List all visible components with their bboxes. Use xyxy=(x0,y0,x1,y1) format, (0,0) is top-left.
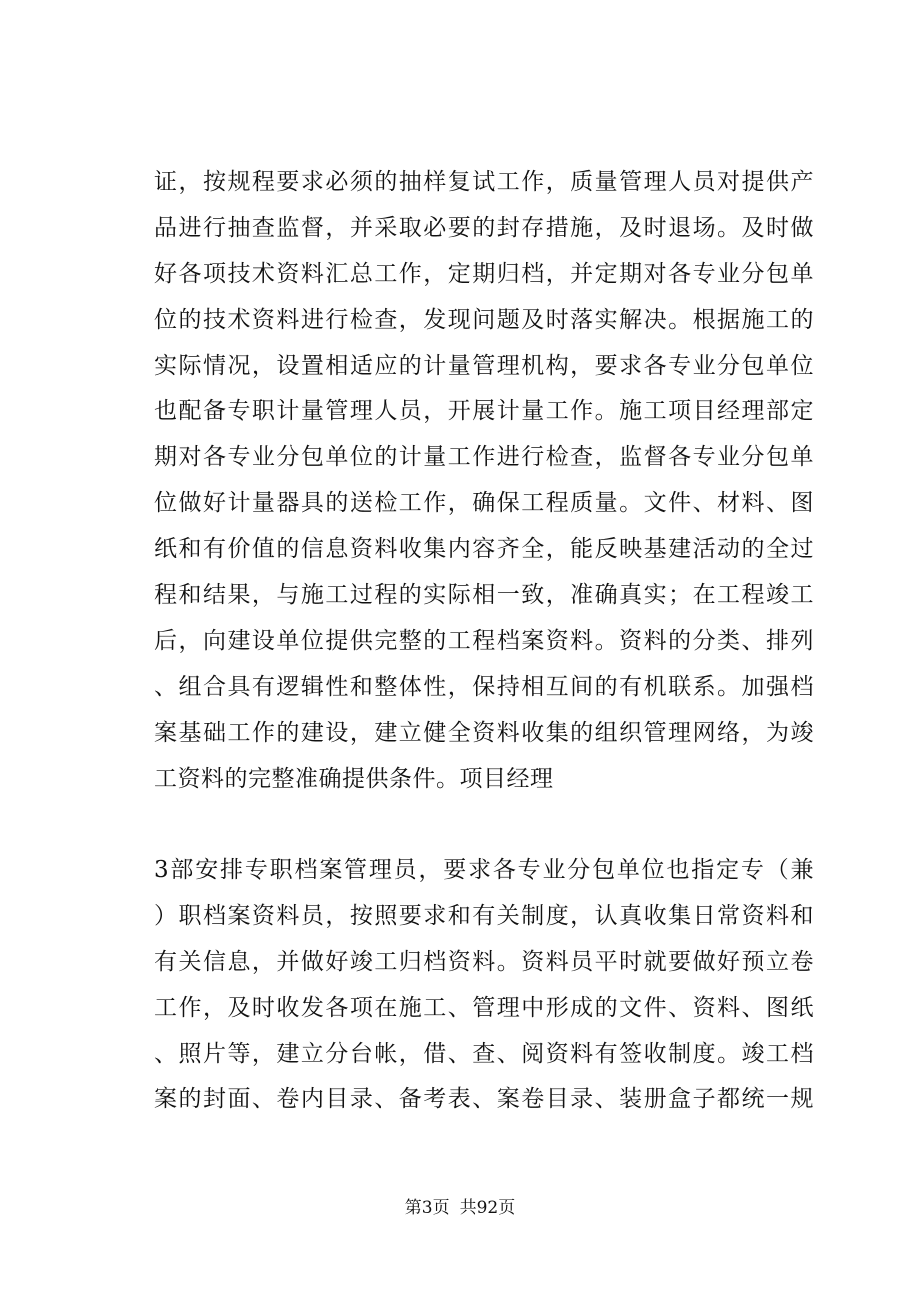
text-line: 工资料的完整准确提供条件。项目经理 xyxy=(154,765,554,792)
text-line: 期对各专业分包单位的计量工作进行检查，监督各专业分包单 xyxy=(154,444,814,471)
text-line: 纸和有价值的信息资料收集内容齐全，能反映基建活动的全过 xyxy=(154,536,814,563)
text-line: 有关信息，并做好竣工归档资料。资料员平时就要做好预立卷 xyxy=(154,948,814,975)
paragraph-2 xyxy=(154,848,814,1123)
text-line: 工作，及时收发各项在施工、管理中形成的文件、资料、图纸 xyxy=(154,994,814,1021)
text-line: 、照片等，建立分台帐，借、查、阅资料有签收制度。竣工档 xyxy=(154,1040,814,1067)
paragraph-1 xyxy=(154,160,814,802)
text-line: ）职档案资料员，按照要求和有关制度，认真收集日常资料和 xyxy=(154,902,814,929)
text-line: 3部安排专职档案管理员，要求各专业分包单位也指定专（兼 xyxy=(154,857,814,883)
text-line: 后，向建设单位提供完整的工程档案资料。资料的分类、排列 xyxy=(154,627,814,654)
text-line: 品进行抽查监督，并采取必要的封存措施，及时退场。及时做 xyxy=(154,214,814,241)
text-line: 案基础工作的建设，建立健全资料收集的组织管理网络，为竣 xyxy=(154,719,814,746)
text-line: 证，按规程要求必须的抽样复试工作，质量管理人员对提供产 xyxy=(154,169,814,195)
text-line: 好各项技术资料汇总工作，定期归档，并定期对各专业分包单 xyxy=(154,260,814,287)
text-line: 实际情况，设置相适应的计量管理机构，要求各专业分包单位 xyxy=(154,352,814,379)
text-line: 位的技术资料进行检查，发现问题及时落实解决。根据施工的 xyxy=(154,306,814,333)
text-line: 程和结果，与施工过程的实际相一致，准确真实；在工程竣工 xyxy=(154,582,814,609)
page-number: 第3页 xyxy=(404,1198,450,1218)
text-line: 也配备专职计量管理人员，开展计量工作。施工项目经理部定 xyxy=(154,398,814,425)
text-line: 位做好计量器具的送检工作，确保工程质量。文件、材料、图 xyxy=(154,490,814,517)
page-footer xyxy=(0,1196,920,1220)
text-line: 、组合具有逻辑性和整体性，保持相互间的有机联系。加强档 xyxy=(154,673,814,700)
text-line: 案的封面、卷内目录、备考表、案卷目录、装册盒子都统一规 xyxy=(154,1086,814,1113)
page-total: 共92页 xyxy=(459,1198,516,1218)
